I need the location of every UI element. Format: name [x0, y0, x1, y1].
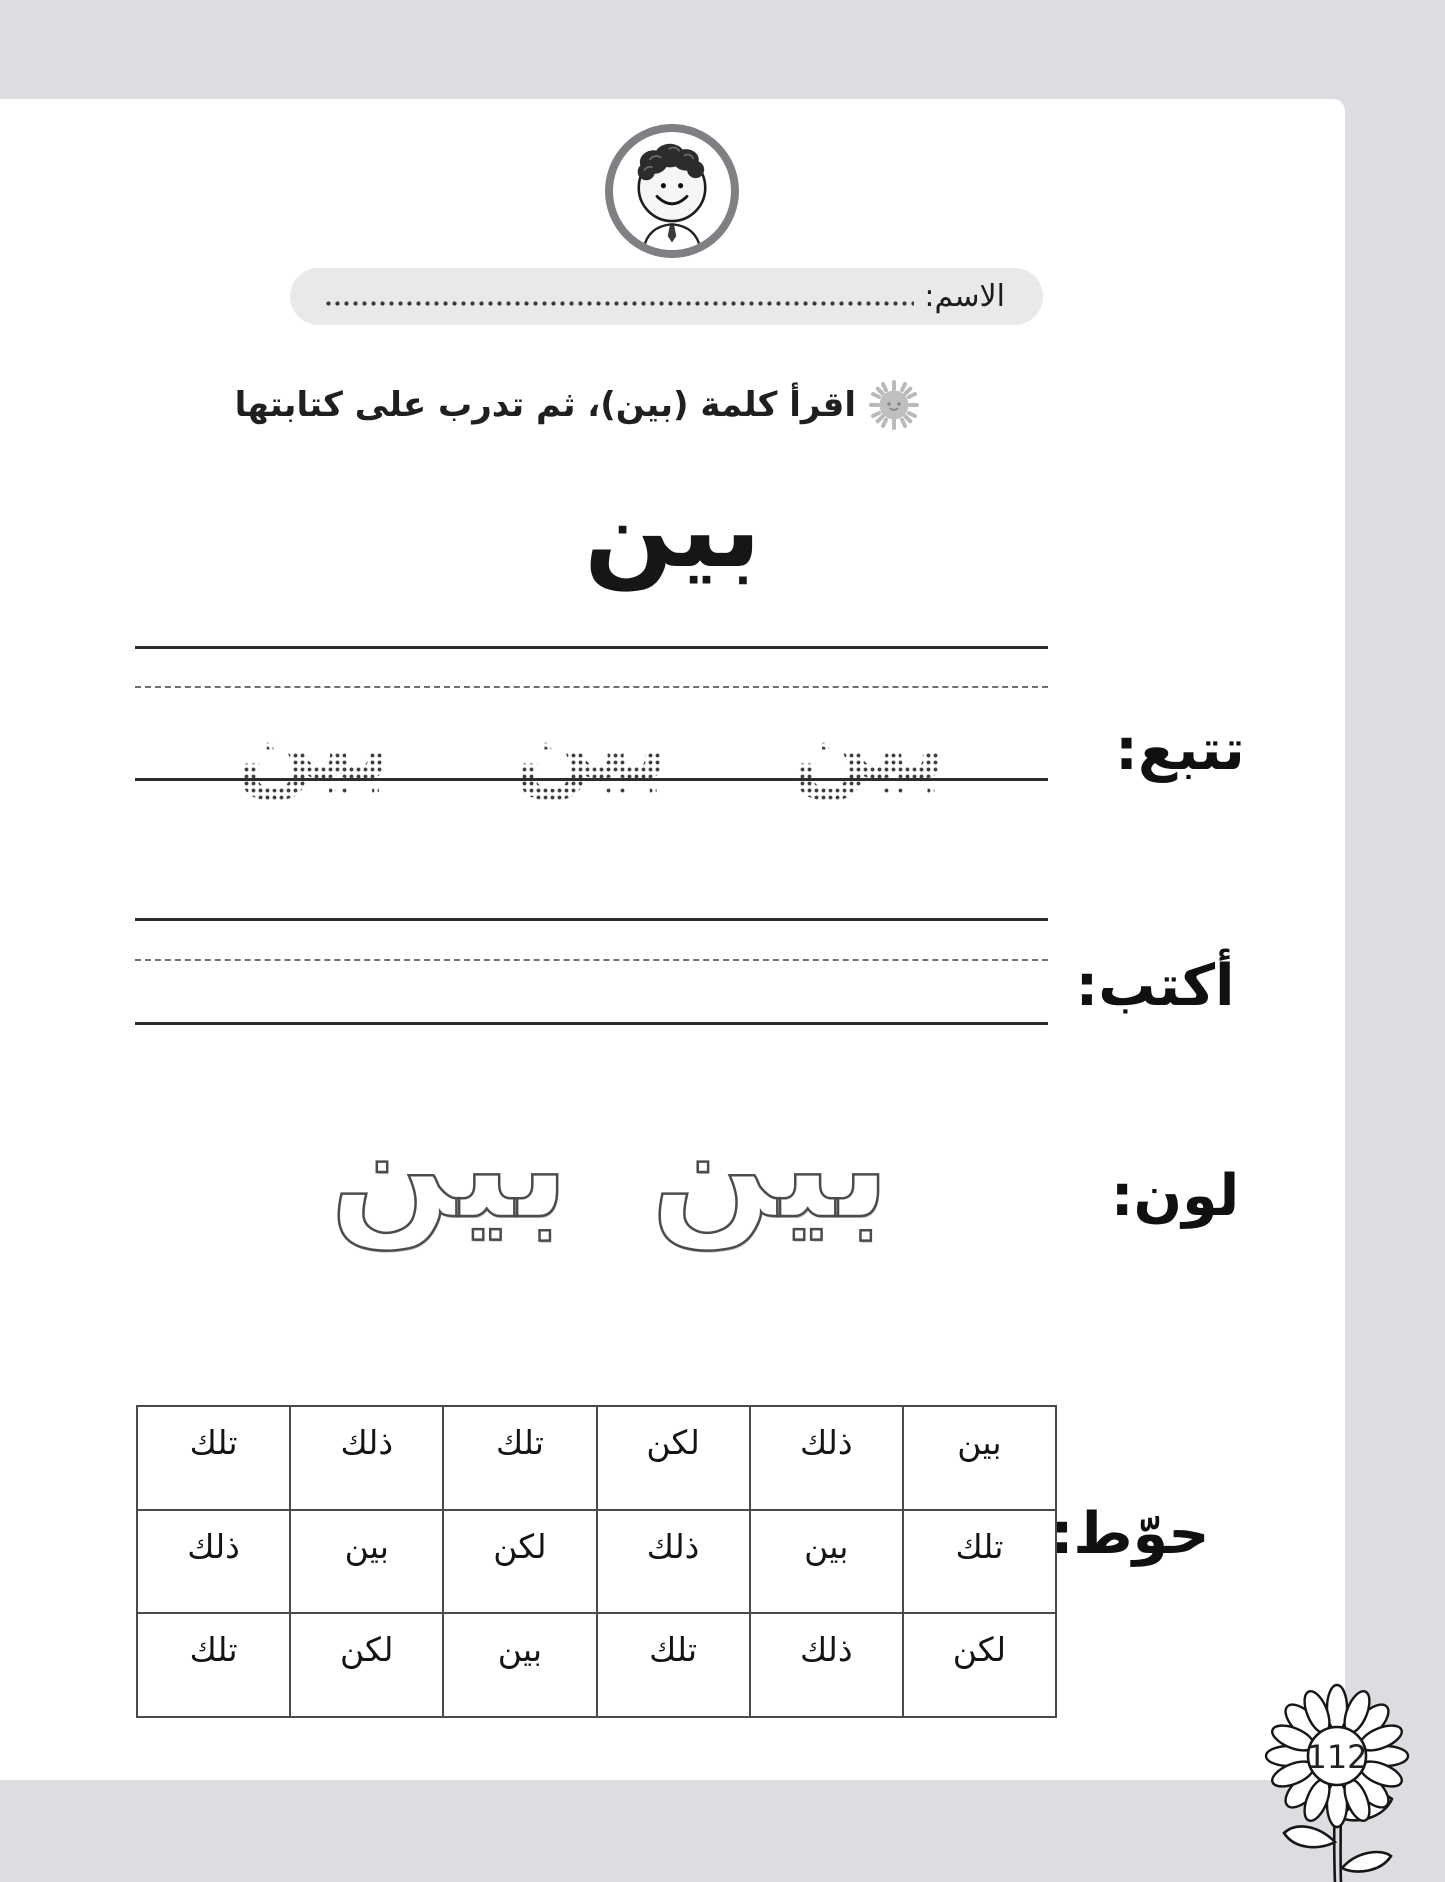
trace-word-3: بين — [236, 682, 391, 812]
grid-cell: لكن — [290, 1613, 443, 1717]
name-label: الاسم: — [924, 279, 1005, 314]
avatar — [605, 124, 739, 258]
grid-cell: بين — [443, 1613, 596, 1717]
grid-cell: ذلك — [750, 1613, 903, 1717]
grid-cell: تلك — [137, 1613, 290, 1717]
circle-grid — [136, 1405, 1057, 1718]
trace-label: تتبع: — [1115, 717, 1245, 783]
grid-cell: تلك — [597, 1613, 750, 1717]
featured-word: بين — [584, 469, 761, 591]
write-line-middle-dashed — [135, 959, 1048, 961]
write-line-top — [135, 918, 1048, 921]
boy-face-illustration — [613, 132, 731, 250]
name-field-bar — [290, 268, 1043, 325]
page-number-flower — [1240, 1672, 1440, 1882]
grid-cell: لكن — [903, 1613, 1056, 1717]
grid-cell: ذلك — [137, 1510, 290, 1614]
color-words-row — [330, 1068, 890, 1278]
write-label: أكتب: — [1075, 953, 1235, 1019]
write-line-bottom — [135, 1022, 1048, 1025]
grid-cell: لكن — [443, 1510, 596, 1614]
grid-cell: بين — [290, 1510, 443, 1614]
grid-cell: ذلك — [750, 1406, 903, 1510]
grid-cell: ذلك — [597, 1510, 750, 1614]
trace-word-2: بين — [514, 682, 669, 812]
instruction-text: اقرأ كلمة (بين)، ثم تدرب على كتابتها — [234, 385, 856, 425]
name-dotted-line — [324, 301, 914, 306]
color-word-1: بين — [650, 1085, 890, 1250]
grid-cell: ذلك — [290, 1406, 443, 1510]
circle-label: حوّط: — [1050, 1501, 1210, 1567]
color-word-2: بين — [330, 1085, 570, 1250]
grid-cell: بين — [750, 1510, 903, 1614]
color-label: لون: — [1110, 1163, 1240, 1229]
trace-words-row — [135, 682, 1048, 842]
trace-word-1: بين — [792, 682, 947, 812]
grid-cell: تلك — [443, 1406, 596, 1510]
grid-cell: تلك — [903, 1510, 1056, 1614]
trace-line-top — [135, 646, 1048, 649]
instruction-row — [234, 372, 920, 438]
grid-cell: تلك — [137, 1406, 290, 1510]
grid-cell: لكن — [597, 1406, 750, 1510]
grid-cell: بين — [903, 1406, 1056, 1510]
sun-icon — [868, 379, 920, 431]
page-number: 112 — [1306, 1738, 1368, 1776]
